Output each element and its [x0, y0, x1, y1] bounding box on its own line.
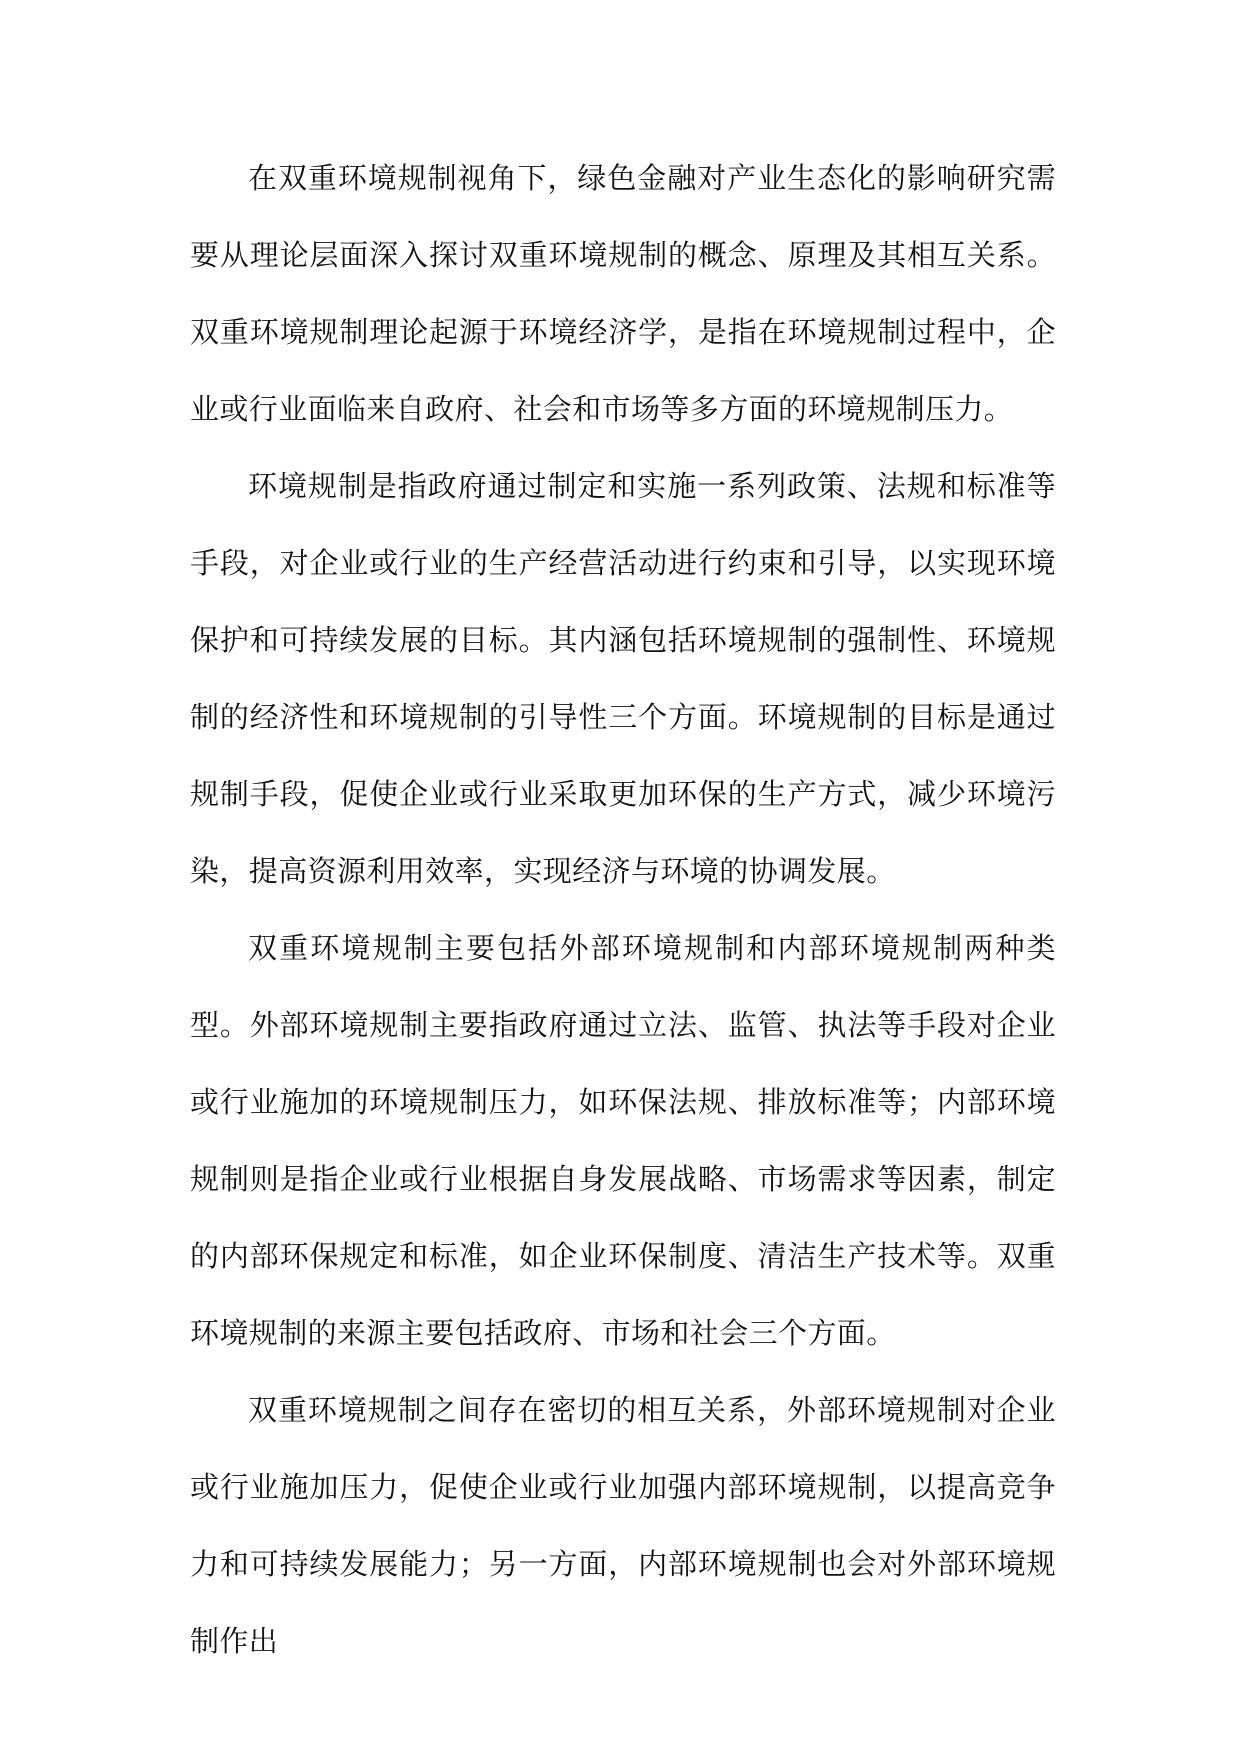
document-body [190, 140, 1056, 1680]
paragraph-3: 双重环境规制主要包括外部环境规制和内部环境规制两种类型。外部环境规制主要指政府通过立法、监管、执法等手段对企业或行业施加的环境规制压力，如环保法规、排放标准等；内部环境规制则是指企业或行业根据自身发展战略、市场需求等因素，制定的内部环保规定和标准，如企业环保制度、清洁生产技术等。双重环境规制的来源主要包括政府、市场和社会三个方面。 [190, 931, 1056, 1350]
paragraph-1: 在双重环境规制视角下，绿色金融对产业生态化的影响研究需要从理论层面深入探讨双重环境规制的概念、原理及其相互关系。双重环境规制理论起源于环境经济学，是指在环境规制过程中，企业或行业面临来自政府、社会和市场等多方面的环境规制压力。 [190, 161, 1056, 426]
paragraph-2: 环境规制是指政府通过制定和实施一系列政策、法规和标准等手段，对企业或行业的生产经营活动进行约束和引导，以实现环境保护和可持续发展的目标。其内涵包括环境规制的强制性、环境规制的经济性和环境规制的引导性三个方面。环境规制的目标是通过规制手段，促使企业或行业采取更加环保的生产方式，减少环境污染，提高资源利用效率，实现经济与环境的协调发展。 [190, 469, 1056, 888]
paragraph-4: 双重环境规制之间存在密切的相互关系，外部环境规制对企业或行业施加压力，促使企业或行业加强内部环境规制，以提高竞争力和可持续发展能力；另一方面，内部环境规制也会对外部环境规制作出 [190, 1393, 1056, 1658]
